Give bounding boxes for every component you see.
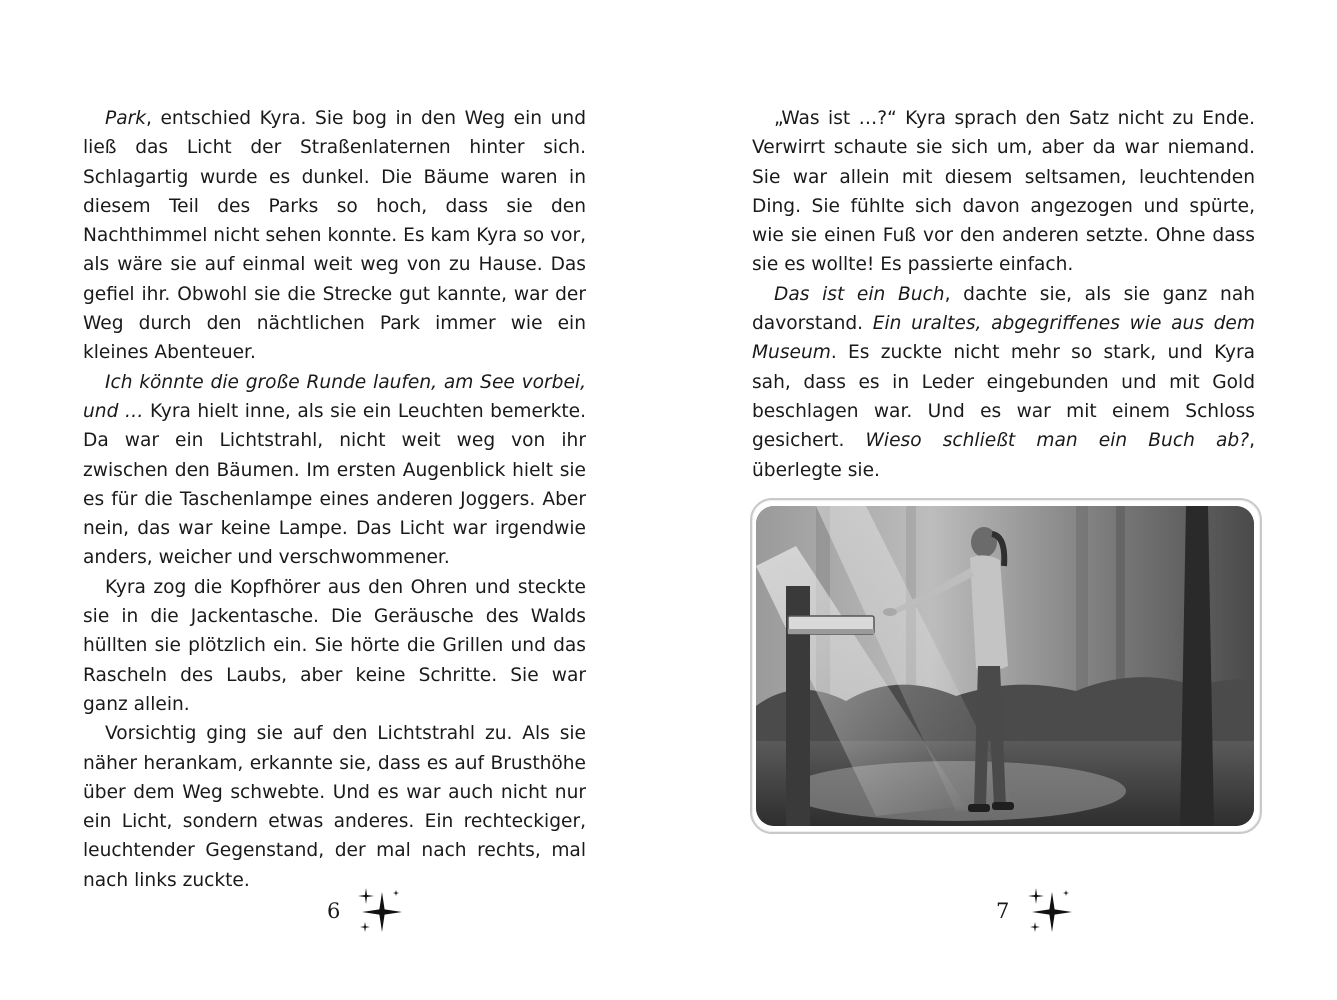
text-run: Vorsichtig ging sie auf den Lichtstrahl zu. Als sie näher herankam, erkannte sie, dass es auf Brusthöhe über dem Weg schwebte. Und es war auch nicht nur ein Licht, sondern etwas anderes. Ein rechteckiger, leuchtender Gegenstand, der mal nach rechts, mal nach links zuckte. — [83, 723, 586, 891]
sparkle-stars-icon — [356, 886, 408, 938]
text-run: . Es zuckte nicht mehr so stark, und Kyra sah, dass es in Leder eingebunden und mit Gold beschlagen war. Und es war mit einem Schloss gesichert. — [752, 342, 1255, 452]
paragraph — [83, 573, 586, 719]
text-run: , dachte sie, als sie ganz nah davorstand. — [752, 283, 1255, 335]
right-page — [668, 0, 1337, 1000]
italic-text-run: Ein uraltes, abgegriffenes wie aus dem Museum — [752, 313, 1255, 364]
text-run: Kyra zog die Kopfhörer aus den Ohren und steckte sie in die Jackentasche. Die Geräusche des Walds hüllten sie plötzlich ein. Sie hörte die Grillen und das Rascheln des Laubs, aber keine Schritte. Sie war ganz allein. — [83, 576, 586, 715]
paragraph — [83, 719, 586, 895]
italic-text-run: Wieso schließt man ein Buch ab? — [865, 430, 1250, 452]
text-run: , entschied Kyra. Sie bog in den Weg ein und ließ das Licht der Straßenlaternen hinter sich. Schlagartig wurde es dunkel. Die Bäume waren in diesem Teil des Parks so hoch, dass sie den Nachthimmel nicht sehen konnte. Es kam Kyra so vor, als wäre sie auf einmal weit weg von zu Hause. Das gefiel ihr. Obwohl sie die Strecke gut kannte, war der Weg durch den nächtlichen Park immer wie ein kleines Abenteuer. — [83, 108, 587, 364]
left-page — [0, 0, 668, 1000]
text-run: Kyra hielt inne, als sie ein Leuchten bemerkte. Da war ein Lichtstrahl, nicht weit weg von ihr zwischen den Bäumen. Im ersten Augenblick hielt sie es für die Taschenlampe eines anderen Joggers. Aber nein, das war keine Lampe. Das Licht war irgendwie anders, weicher und verschwommener. — [83, 400, 586, 569]
italic-text-run: Das ist ein Buch — [774, 283, 945, 305]
girl-reaching-for-floating-book-illustration — [756, 506, 1254, 826]
sparkle-stars-icon — [1026, 886, 1078, 938]
page-number-left: 6 — [327, 899, 341, 923]
page-number-right: 7 — [996, 899, 1010, 923]
story-illustration — [750, 498, 1262, 834]
text-run: „Was ist …?“ Kyra sprach den Satz nicht zu Ende. Verwirrt schaute sie sich um, aber da war niemand. Sie war allein mit diesem seltsamen, leuchtenden Ding. Sie fühlte sich davon angezogen und spürte, wie sie einen Fuß vor den anderen setzte. Ohne dass sie es wollte! Es passierte einfach. — [752, 108, 1255, 276]
text-run: , überlegte sie. — [752, 430, 1255, 481]
italic-text-run: Park — [105, 108, 147, 129]
italic-text-run: Ich könnte die große Runde laufen, am See vorbei, und … — [83, 371, 586, 422]
paragraph — [752, 280, 1255, 485]
paragraph — [752, 104, 1255, 280]
paragraph — [83, 104, 586, 368]
right-page-text — [752, 104, 1255, 485]
left-page-text — [83, 104, 586, 895]
paragraph — [83, 368, 586, 573]
